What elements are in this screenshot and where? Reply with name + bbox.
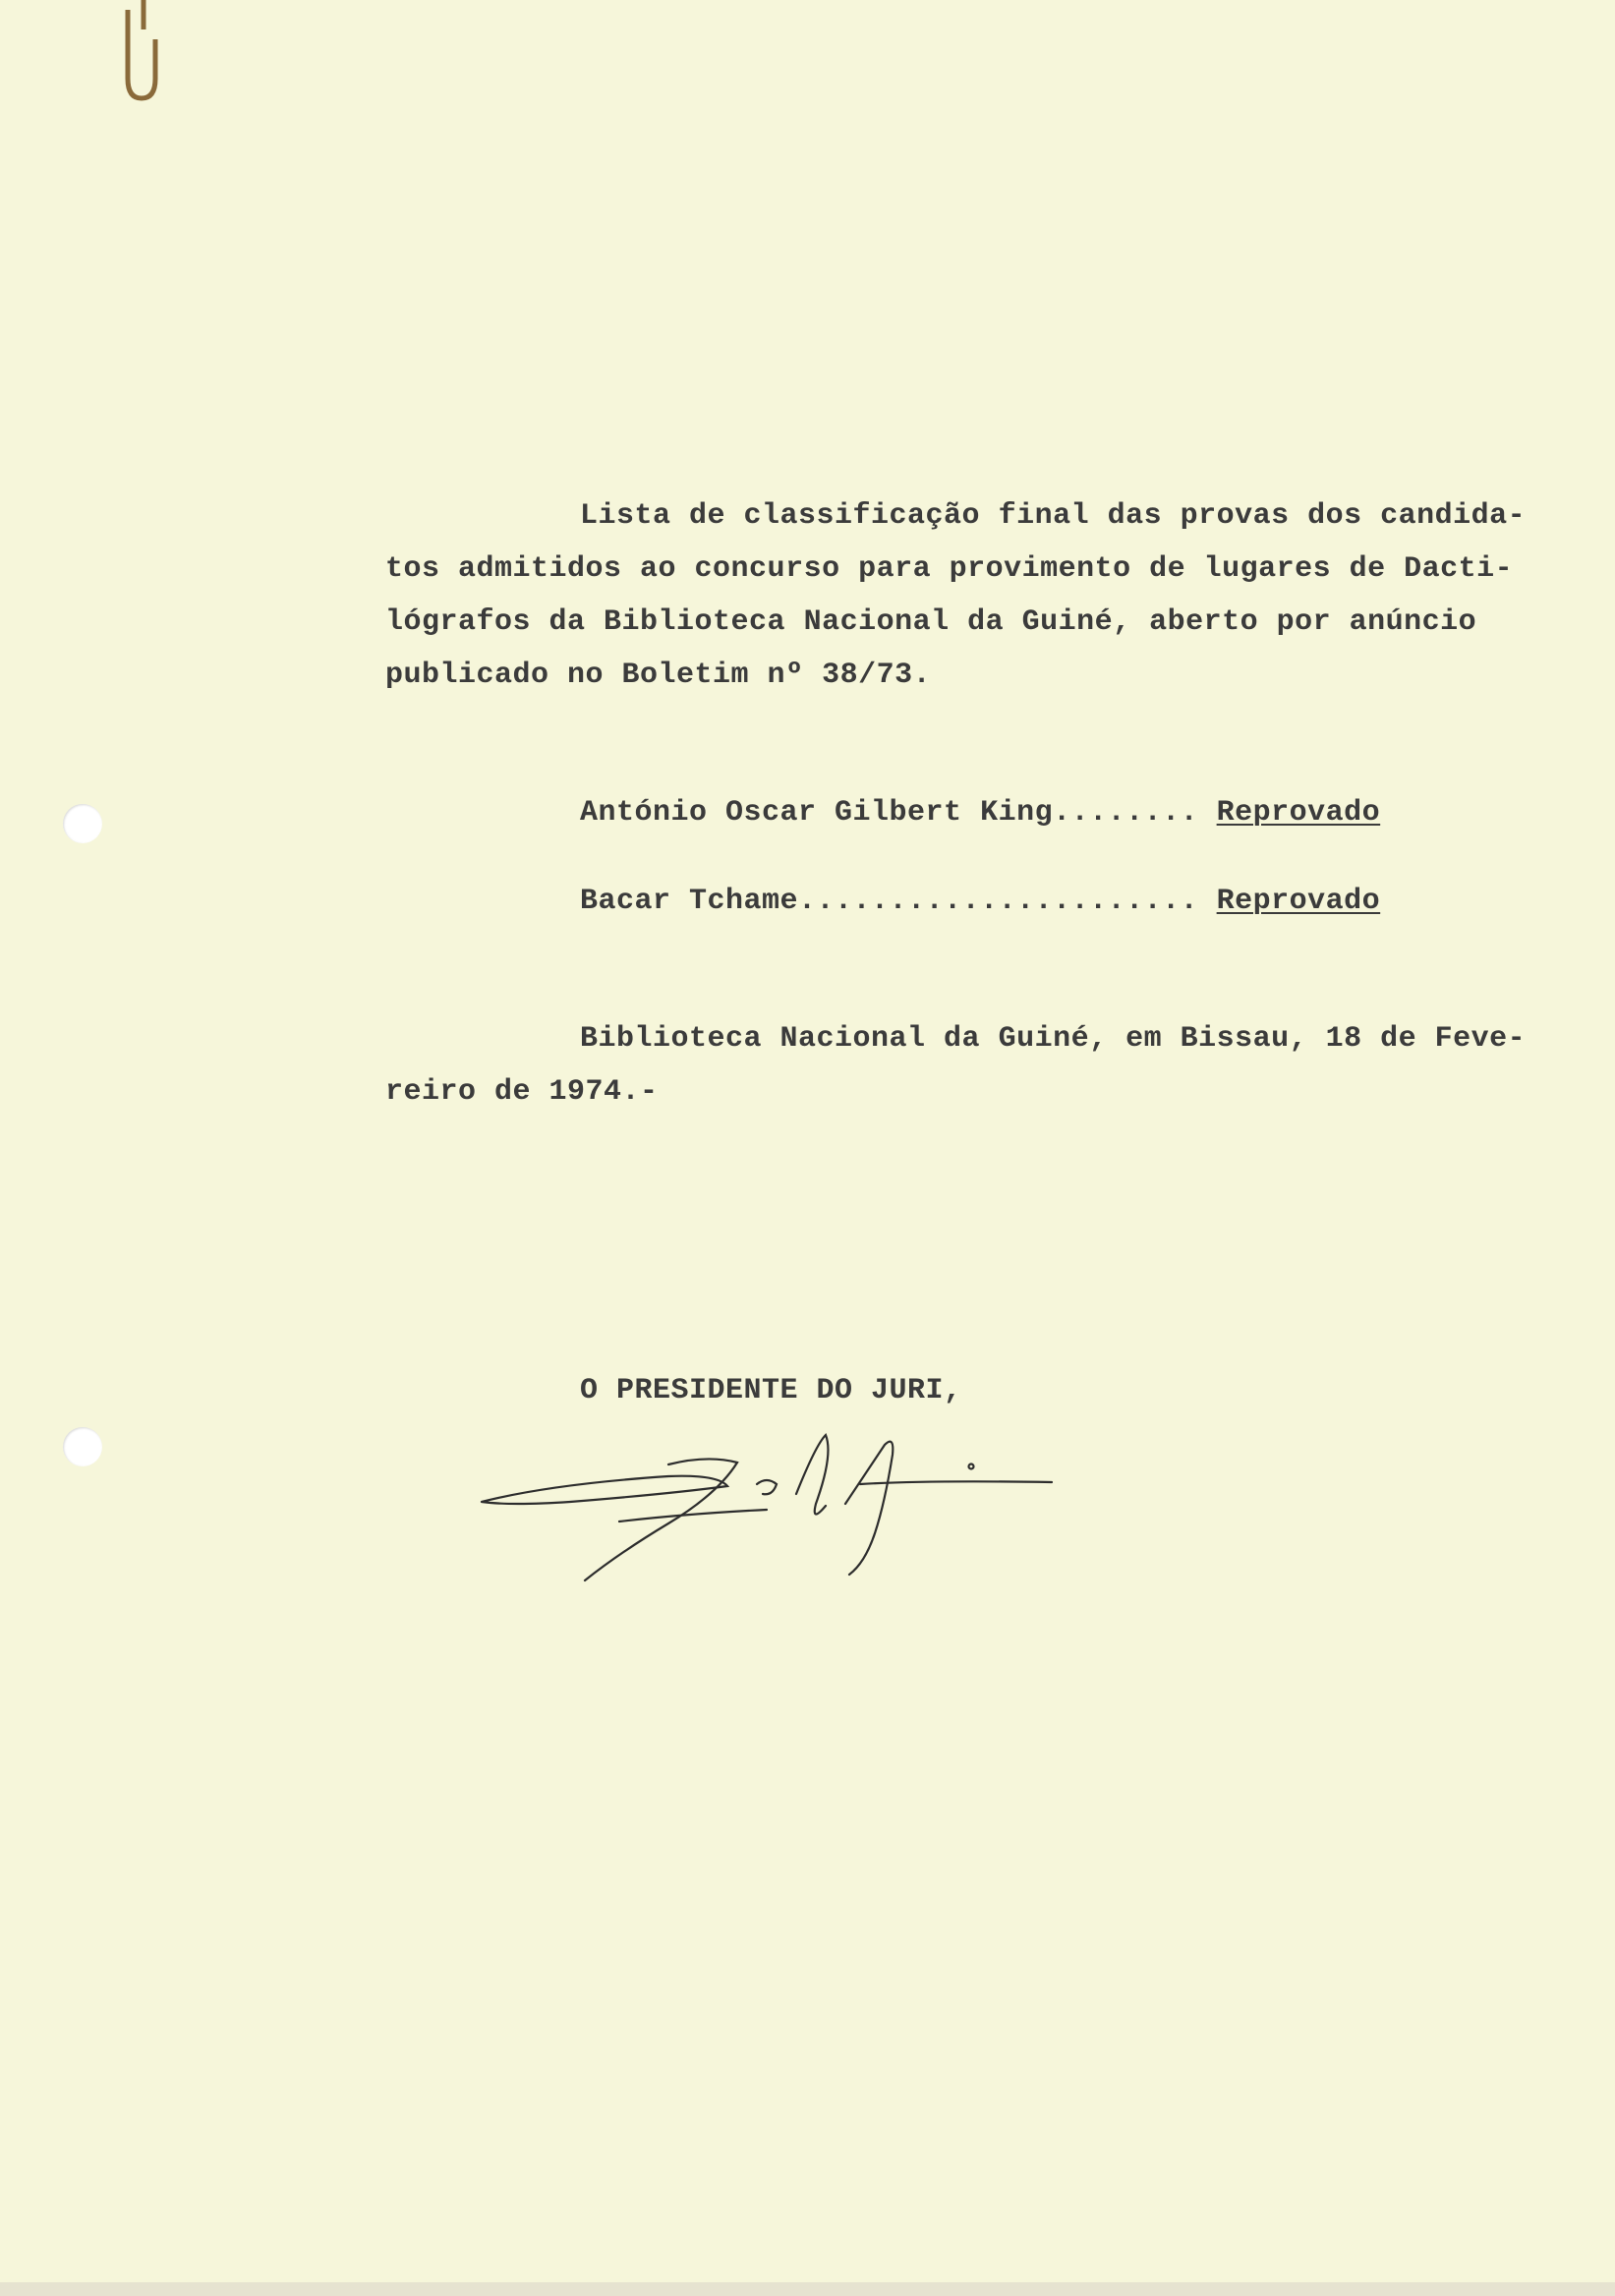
intro-line-4: publicado no Boletim nº 38/73. [385,659,932,692]
punch-hole-bottom [63,1427,102,1466]
punch-hole-top [63,804,102,843]
closing-line-2: reiro de 1974.- [385,1075,659,1109]
page-bottom-edge [0,2282,1615,2296]
intro-line-2: tos admitidos ao concurso para provimento de lugares de Dacti- [385,552,1514,586]
signatory-title: O PRESIDENTE DO JURI, [580,1374,962,1407]
candidate-leader: ........ [1053,796,1199,830]
intro-line-1: Lista de classificação final das provas dos candida- [580,499,1527,533]
candidate-row [580,796,1380,830]
candidate-result: Reprovado [1216,885,1381,918]
candidate-result: Reprovado [1216,796,1381,830]
candidate-leader: ...................... [798,885,1199,918]
candidate-name: António Oscar Gilbert King [580,796,1054,830]
paperclip-mark [116,0,165,108]
intro-line-3: lógrafos da Biblioteca Nacional da Guiné, aberto por anúncio [385,605,1477,639]
closing-line-1: Biblioteca Nacional da Guiné, em Bissau, 18 de Feve- [580,1022,1527,1056]
handwritten-signature [472,1415,1062,1592]
candidate-name: Bacar Tchame [580,885,799,918]
candidate-row [580,885,1380,918]
